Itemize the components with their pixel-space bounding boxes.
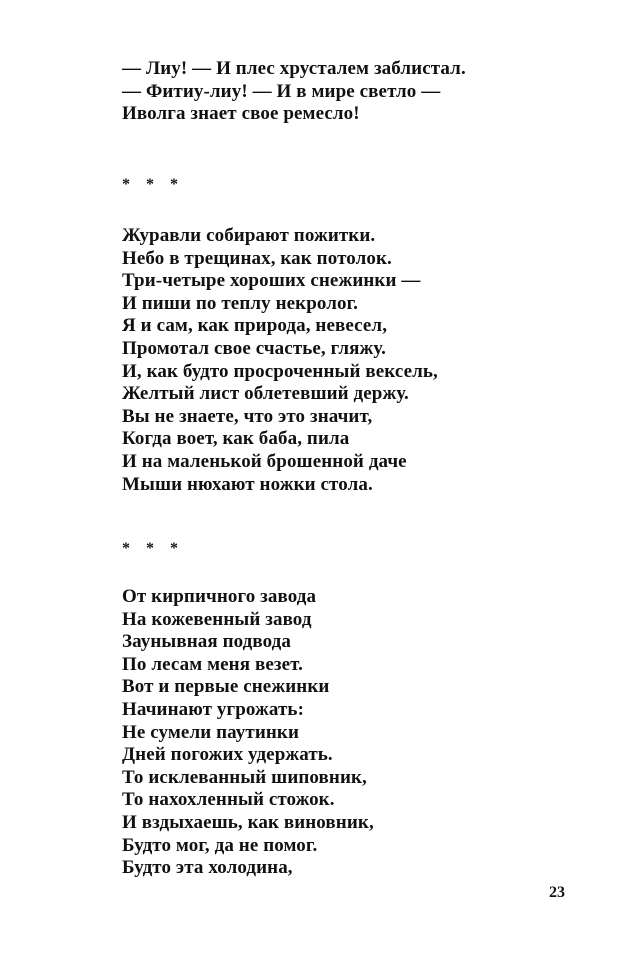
poem-line: Журавли собирают пожитки. bbox=[122, 225, 376, 246]
poem-line: То нахохленный стожок. bbox=[122, 789, 335, 811]
page-number: 23 bbox=[549, 884, 565, 901]
poem-line: Я и сам, как природа, невесел, bbox=[122, 315, 388, 337]
poem-line: — Лиу! — И плес хрусталем заблистал. bbox=[122, 58, 466, 79]
poem-line: Небо в трещинах, как потолок. bbox=[122, 247, 392, 269]
poem-cranes bbox=[122, 225, 562, 496]
poem-line: И пиши по теплу некролог. bbox=[122, 292, 359, 314]
poem-line: Начинают угрожать: bbox=[122, 698, 304, 720]
poem-line: Мыши нюхают ножки стола. bbox=[122, 473, 373, 495]
poem-line: Промотал свое счастье, гляжу. bbox=[122, 337, 386, 359]
poem-brick-factory bbox=[122, 586, 562, 880]
poem-line: Дней погожих удержать. bbox=[122, 744, 333, 766]
poem-line: — Фитиу-лиу! — И в мире светло — bbox=[122, 80, 441, 102]
poem-line: Иволга знает свое ремесло! bbox=[122, 103, 360, 125]
poem-line: От кирпичного завода bbox=[122, 586, 317, 607]
poem-line: Когда воет, как баба, пила bbox=[122, 428, 350, 450]
poem-line: Вот и первые снежинки bbox=[122, 676, 330, 698]
poem-line: По лесам меня везет. bbox=[122, 653, 303, 675]
poem-line: На кожевенный завод bbox=[122, 608, 312, 630]
poem-line: И вздыхаешь, как виновник, bbox=[122, 811, 374, 833]
poem-line: И на маленькой брошенной даче bbox=[122, 450, 407, 472]
section-separator: * * * bbox=[122, 176, 184, 193]
poem-line: Не сумели паутинки bbox=[122, 721, 300, 743]
section-separator: * * * bbox=[122, 540, 184, 557]
poem-line: Заунывная подвода bbox=[122, 631, 291, 653]
poem-line: Три-четыре хороших снежинки — bbox=[122, 270, 421, 292]
poem-line: Будто мог, да не помог. bbox=[122, 834, 318, 856]
poem-line: Вы не знаете, что это значит, bbox=[122, 405, 373, 427]
poem-line: Желтый лист облетевший держу. bbox=[122, 383, 409, 405]
poem-line: То исклеванный шиповник, bbox=[122, 766, 367, 788]
poem-oriole-ending bbox=[122, 58, 562, 126]
poem-line: И, как будто просроченный вексель, bbox=[122, 360, 438, 382]
poem-line: Будто эта холодина, bbox=[122, 857, 293, 879]
